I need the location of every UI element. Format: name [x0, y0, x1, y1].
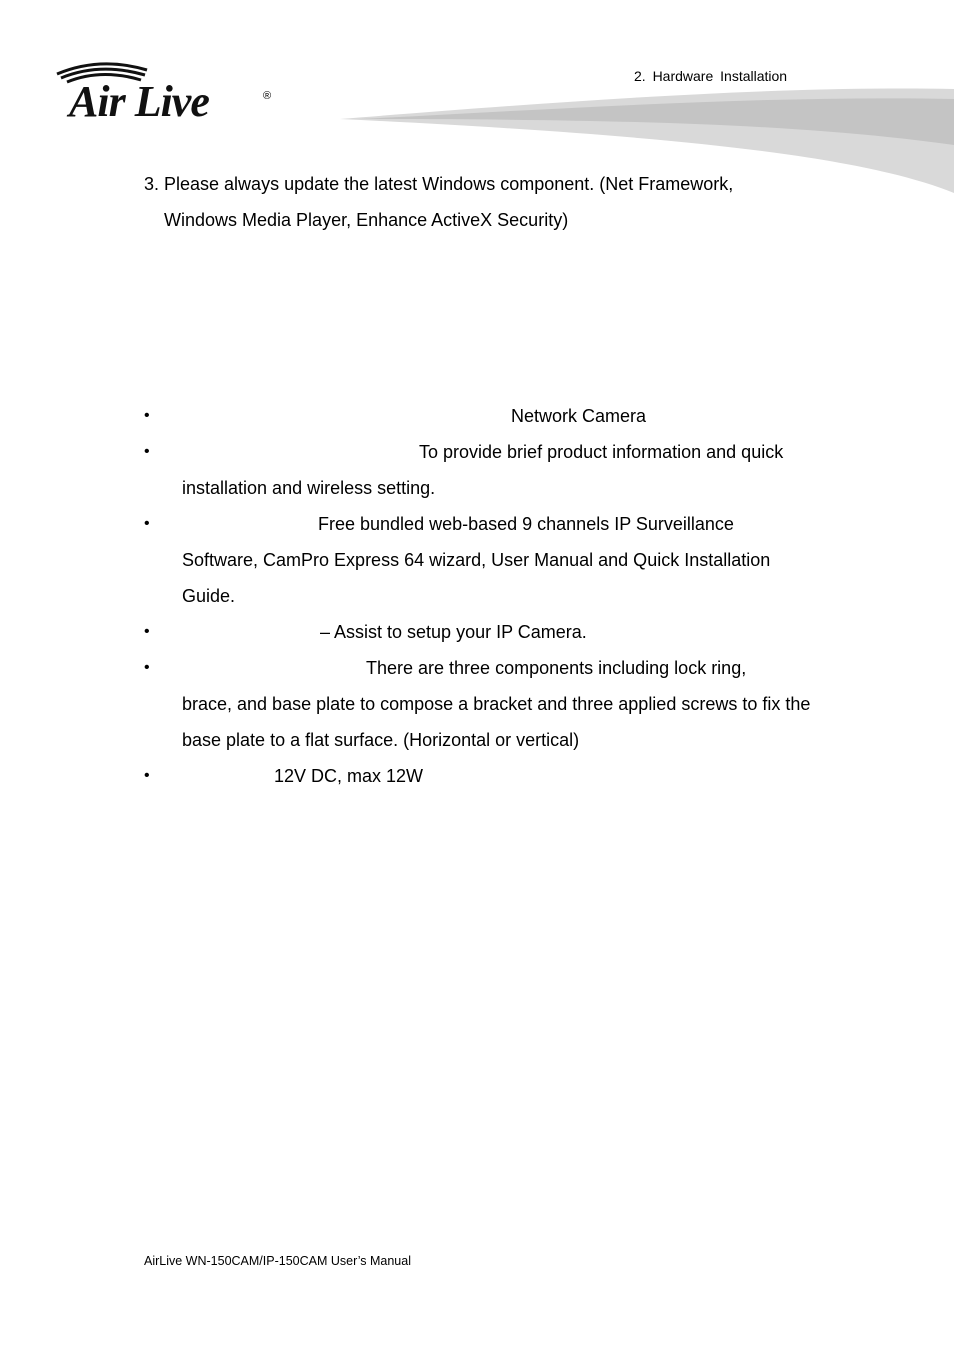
item-text: 12V DC, max 12W: [274, 766, 424, 786]
logo-registered-mark: ®: [263, 90, 272, 102]
item-text: Free bundled web-based 9 channels IP Surveillance: [318, 514, 734, 534]
airlive-logo: [55, 60, 285, 126]
list-item: [144, 506, 824, 614]
item-text: Network Camera: [511, 406, 647, 426]
item-continuation: Software, CamPro Express 64 wizard, User Manual and Quick Installation Guide.: [182, 550, 771, 606]
list-item: [144, 434, 824, 506]
bullet-icon: •: [144, 407, 150, 424]
item-text: There are three components including lock ring,: [366, 658, 747, 678]
item-continuation: brace, and base plate to compose a bracket and three applied screws to fix the base plate to a flat surface. (Horizontal or vertical): [182, 694, 811, 750]
package-contents-list: [144, 398, 824, 794]
bullet-icon: •: [144, 659, 150, 676]
logo-wordmark: Air Live: [69, 77, 209, 126]
item-text: – Assist to setup your IP Camera.: [320, 622, 587, 642]
bullet-icon: •: [144, 515, 150, 532]
section-title: 2. Hardware Installation: [634, 68, 788, 84]
item-text: To provide brief product information and quick: [419, 442, 784, 462]
bullet-icon: •: [144, 443, 150, 460]
windows-update-note: [144, 166, 824, 238]
bullet-icon: •: [144, 623, 150, 640]
page-footer: AirLive WN-150CAM/IP-150CAM User’s Manual: [144, 1254, 411, 1268]
list-item: [144, 650, 824, 758]
item-continuation: installation and wireless setting.: [182, 478, 436, 498]
list-item: [144, 398, 824, 434]
note-line-1: 3. Please always update the latest Windows component. (Net Framework,: [144, 174, 734, 194]
list-item: [144, 614, 824, 650]
note-line-2: Windows Media Player, Enhance ActiveX Security): [164, 210, 569, 230]
list-item: [144, 758, 824, 794]
bullet-icon: •: [144, 767, 150, 784]
